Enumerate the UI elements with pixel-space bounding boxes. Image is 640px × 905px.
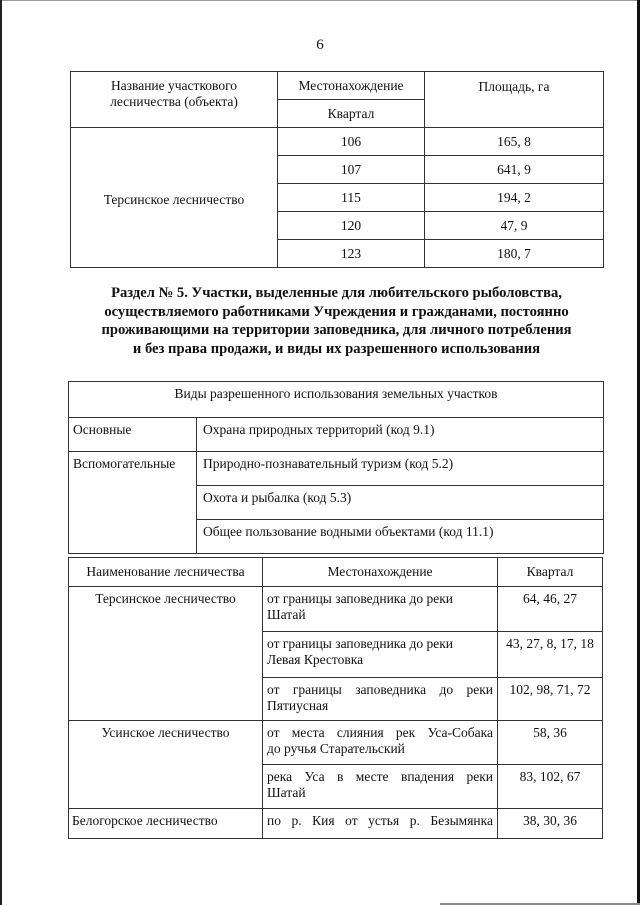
- location-cell: [263, 678, 498, 721]
- location-line: по р. Кия от устья р. Безымянка: [267, 813, 493, 828]
- forestry-name-cell: Усинское лесничество: [69, 721, 263, 809]
- fishing-areas-table: [68, 557, 603, 839]
- section-heading: [70, 284, 603, 358]
- location-line: от границы заповедника до реки: [267, 591, 454, 606]
- header-location: Местонахождение: [278, 72, 425, 100]
- quarter-cell: 115: [278, 184, 425, 212]
- location-line: от границы заповедника до реки: [267, 682, 493, 697]
- header-area: Площадь, га: [425, 72, 604, 128]
- area-cell: 194, 2: [425, 184, 604, 212]
- use-value-cell: Общее пользование водными объектами (код 11.1): [197, 520, 604, 554]
- location-cell: [263, 809, 498, 839]
- area-cell: 47, 9: [425, 212, 604, 240]
- use-value-cell: Охота и рыбалка (код 5.3): [197, 486, 604, 520]
- table-row: [71, 128, 604, 156]
- quarters-cell: 38, 30, 36: [498, 809, 603, 839]
- quarters-cell: 83, 102, 67: [498, 765, 603, 809]
- table-row: [69, 587, 603, 632]
- forestry-name-cell: Терсинское лесничество: [69, 587, 263, 721]
- quarter-cell: 107: [278, 156, 425, 184]
- permitted-use-table: [68, 381, 604, 554]
- quarter-cell: 120: [278, 212, 425, 240]
- area-cell: 641, 9: [425, 156, 604, 184]
- header-quarter: Квартал: [498, 558, 603, 587]
- header-permitted-use: Виды разрешенного использования земельных участков: [69, 382, 604, 418]
- location-cell: [263, 632, 498, 678]
- table-row: [69, 809, 603, 839]
- table-row: [69, 452, 604, 486]
- use-category-cell: Вспомогательные: [69, 452, 197, 554]
- quarter-cell: 106: [278, 128, 425, 156]
- quarters-cell: 43, 27, 8, 17, 18: [498, 632, 603, 678]
- quarter-cell: 123: [278, 240, 425, 268]
- location-line: Левая Крестовка: [267, 652, 364, 667]
- location-cell: [263, 587, 498, 632]
- location-line: от границы заповедника до реки: [267, 636, 454, 651]
- page-number: 6: [316, 37, 324, 53]
- table-row: [69, 418, 604, 452]
- section-heading-line: проживающими на территории заповедника, для личного потребления: [101, 322, 572, 338]
- use-category-cell: Основные: [69, 418, 197, 452]
- location-cell: [263, 765, 498, 809]
- header-forestry-name-line1: Название участкового: [110, 78, 238, 93]
- location-line: до ручья Старательский: [267, 741, 405, 756]
- header-forestry-name-line2: лесничества (объекта): [110, 94, 238, 109]
- section-heading-line: осуществляемого работниками Учреждения и гражданами, постоянно: [104, 303, 569, 320]
- location-line: от места слияния рек Уса-Собака: [267, 725, 493, 740]
- location-line: река Уса в месте впадения реки: [267, 769, 493, 784]
- page-left-edge: [0, 0, 2, 905]
- header-forestry-name: [71, 72, 278, 128]
- use-value-cell: Охрана природных территорий (код 9.1): [197, 418, 604, 452]
- use-value-cell: Природно-познавательный туризм (код 5.2): [197, 452, 604, 486]
- header-quarter: Квартал: [278, 100, 425, 128]
- page-top-edge: [0, 0, 640, 1]
- location-line: Шатай: [267, 785, 306, 800]
- section-heading-line: и без права продажи, и виды их разрешенного использования: [132, 340, 541, 357]
- forestry-name-cell: Белогорское лесничество: [69, 809, 263, 839]
- table-header-row: [69, 382, 604, 418]
- location-cell: [263, 721, 498, 765]
- header-forestry: Наименование лесничества: [69, 558, 263, 587]
- location-line: Шатай: [267, 607, 306, 622]
- area-cell: 165, 8: [425, 128, 604, 156]
- table-header-row: [69, 558, 603, 587]
- area-cell: 180, 7: [425, 240, 604, 268]
- table-header-row: [71, 72, 604, 100]
- section-heading-line: Раздел № 5. Участки, выделенные для любительского рыболовства,: [111, 285, 562, 301]
- forestry-area-table: [70, 71, 604, 268]
- quarters-cell: 102, 98, 71, 72: [498, 678, 603, 721]
- quarters-cell: 58, 36: [498, 721, 603, 765]
- forestry-name-cell: Терсинское лесничество: [71, 128, 278, 268]
- quarters-cell: 64, 46, 27: [498, 587, 603, 632]
- table-row: [69, 721, 603, 765]
- header-location: Местонахождение: [263, 558, 498, 587]
- location-line: Пятиусная: [267, 698, 329, 713]
